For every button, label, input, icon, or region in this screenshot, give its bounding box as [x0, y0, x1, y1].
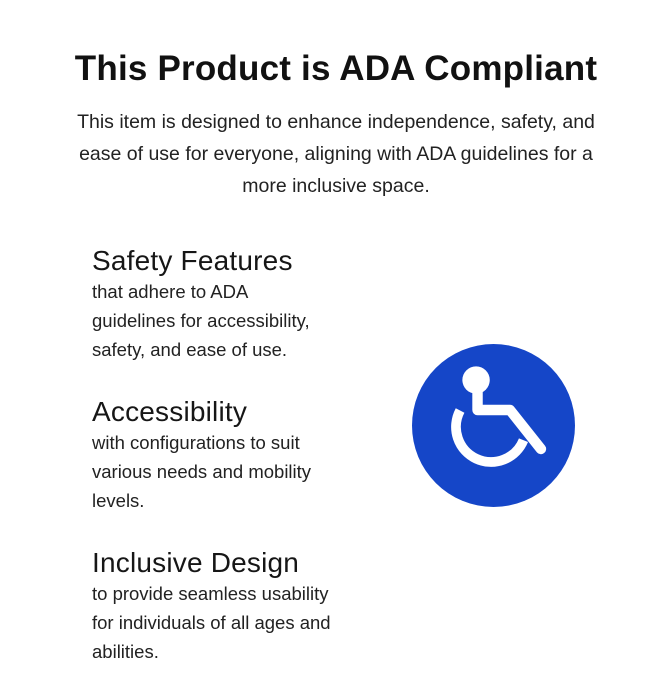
feature-text-line: abilities.: [92, 641, 159, 663]
feature-section-accessibility: [92, 395, 402, 515]
page-title: This Product is ADA Compliant: [74, 49, 598, 88]
feature-heading: Inclusive Design: [92, 547, 300, 579]
feature-text-line: safety, and ease of use.: [92, 339, 288, 361]
feature-heading: Accessibility: [92, 396, 248, 428]
badge-circle: [412, 344, 575, 507]
subtitle: [0, 106, 672, 202]
feature-text-line: for individuals of all ages and: [92, 612, 331, 634]
subtitle-line: ease of use for everyone, aligning with ADA guidelines for a: [79, 143, 593, 166]
feature-text-line: various needs and mobility: [92, 461, 312, 483]
feature-text-line: levels.: [92, 490, 145, 512]
subtitle-line: This item is designed to enhance independence, safety, and: [77, 111, 595, 134]
feature-text-line: with configurations to suit: [92, 432, 300, 454]
feature-text-line: that adhere to ADA: [92, 281, 249, 303]
feature-text-line: to provide seamless usability: [92, 583, 329, 605]
feature-section-inclusive-design: [92, 546, 402, 666]
feature-heading: Safety Features: [92, 245, 293, 277]
content-area: [0, 244, 672, 666]
subtitle-line: more inclusive space.: [242, 175, 430, 198]
feature-column: [0, 244, 402, 666]
feature-text-line: guidelines for accessibility,: [92, 310, 310, 332]
feature-section-safety: [92, 244, 402, 364]
wheelchair-accessibility-icon: [412, 344, 575, 507]
